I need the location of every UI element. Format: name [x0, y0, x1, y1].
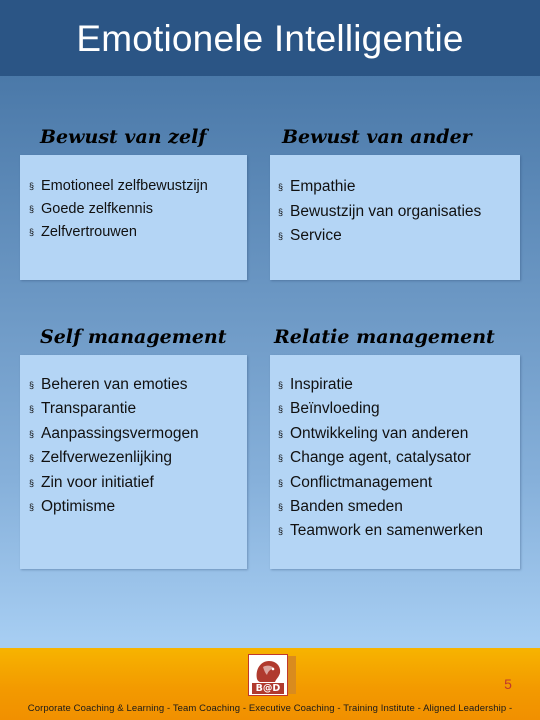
list-self-management — [29, 373, 247, 519]
panel-relationship-management — [270, 355, 520, 569]
list-item: § Transparantie — [29, 397, 247, 421]
list-item: § Conflictmanagement — [278, 471, 520, 495]
bullet-icon: § — [278, 380, 284, 390]
bullet-icon: § — [278, 502, 284, 513]
list-item: § Empathie — [278, 175, 520, 200]
bullet-icon: § — [278, 526, 284, 537]
list-item: § Beïnvloeding — [278, 397, 520, 421]
bullet-icon: § — [278, 477, 284, 488]
bd-logo — [248, 654, 288, 696]
bullet-icon: § — [29, 428, 35, 439]
panel-social-awareness — [270, 155, 520, 280]
list-item: § Service — [278, 224, 520, 249]
bullet-icon: § — [29, 227, 35, 237]
bullet-icon: § — [29, 502, 35, 513]
list-item: § Inspiratie — [278, 373, 520, 397]
list-item: § Beheren van emoties — [29, 373, 247, 397]
list-item: § Ontwikkeling van anderen — [278, 422, 520, 446]
panel-self-awareness — [20, 155, 247, 280]
bullet-icon: § — [278, 453, 284, 464]
list-item: § Goede zelfkennis — [29, 198, 247, 221]
logo-side-strip — [288, 656, 296, 694]
heading-relationship-management: Relatie management — [274, 326, 495, 348]
bullet-icon: § — [29, 380, 35, 390]
bullet-icon: § — [29, 404, 35, 415]
title-bar — [0, 0, 540, 76]
panel-self-management — [20, 355, 247, 569]
footer-tagline: Corporate Coaching & Learning - Team Coaching - Executive Coaching - Training Institute - Aligned Leadership - — [27, 703, 513, 714]
bullet-icon: § — [278, 428, 284, 439]
heading-self-awareness: Bewust van zelf — [40, 126, 207, 148]
bullet-icon: § — [278, 206, 284, 217]
list-item: § Teamwork en samenwerken — [278, 519, 520, 543]
list-social-awareness — [278, 175, 520, 249]
logo-text: B@D — [255, 683, 281, 694]
list-item: § Emotioneel zelfbewustzijn — [29, 175, 247, 198]
heading-social-awareness: Bewust van ander — [282, 126, 472, 148]
page-number: 5 — [504, 676, 512, 692]
bullet-icon: § — [278, 182, 284, 192]
list-item: § Banden smeden — [278, 495, 520, 519]
bullet-icon: § — [29, 477, 35, 488]
bullet-icon: § — [278, 404, 284, 415]
list-relationship-management — [278, 373, 520, 544]
list-item: § Bewustzijn van organisaties — [278, 200, 520, 225]
heading-self-management: Self management — [40, 326, 227, 348]
list-item: § Zin voor initiatief — [29, 471, 247, 495]
bullet-icon: § — [29, 453, 35, 464]
bullet-icon: § — [29, 204, 35, 214]
list-item: § Optimisme — [29, 495, 247, 519]
list-item: § Aanpassingsvermogen — [29, 422, 247, 446]
list-item: § Zelfverwezenlijking — [29, 446, 247, 470]
page-title: Emotionele Intelligentie — [76, 18, 464, 59]
list-self-awareness — [29, 175, 247, 244]
bullet-icon: § — [278, 231, 284, 241]
list-item: § Change agent, catalysator — [278, 446, 520, 470]
list-item: § Zelfvertrouwen — [29, 221, 247, 244]
bullet-icon: § — [29, 181, 35, 191]
